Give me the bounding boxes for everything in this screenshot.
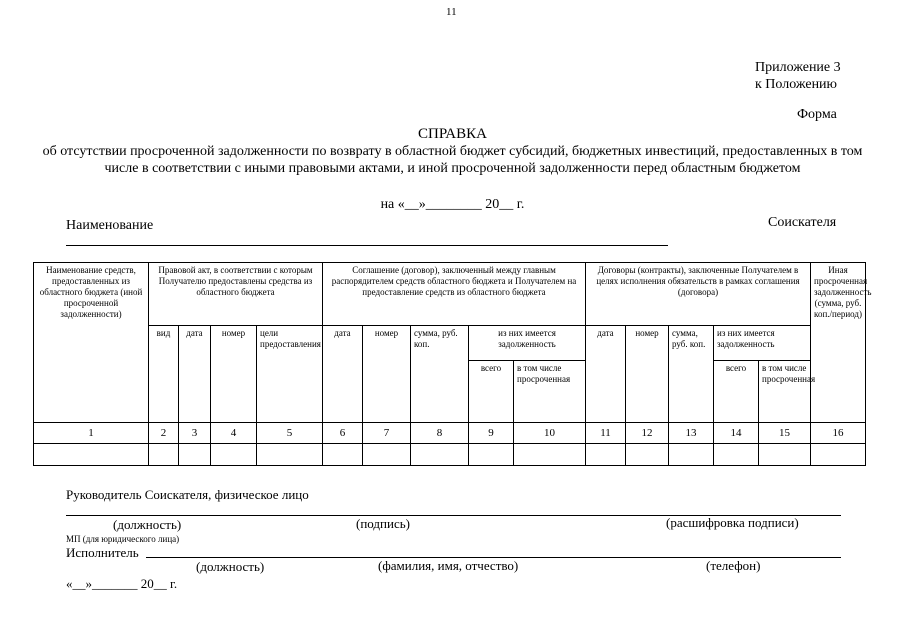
subheader-agreement-total: всего xyxy=(469,361,514,423)
table-cell[interactable] xyxy=(811,444,866,466)
table-cell[interactable] xyxy=(34,444,149,466)
column-number-row xyxy=(34,423,866,444)
subheader-agreement-overdue: в том числе просроченная xyxy=(514,361,586,423)
header-other-debt: Иная просроченная задолженность (сумма, руб. коп./период) xyxy=(811,263,866,423)
column-number: 10 xyxy=(514,423,586,444)
column-number: 13 xyxy=(669,423,714,444)
position-caption: (должность) xyxy=(113,517,182,532)
date-line: на «__»________ 20__ г. xyxy=(380,197,525,212)
phone-caption: (телефон) xyxy=(706,558,761,573)
table-cell[interactable] xyxy=(514,444,586,466)
name-label: Наименование xyxy=(66,218,154,233)
document-subtitle: об отсутствии просроченной задолженности по возврату в областной бюджет субсидий, бюджетных инвестиций, предоставленных в том числе в соответствии с иными правовыми актами, и иной просроченной задолженности перед областным бюджетом xyxy=(42,144,863,176)
table-cell[interactable] xyxy=(363,444,411,466)
debt-table xyxy=(33,262,872,466)
table-cell[interactable] xyxy=(759,444,811,466)
column-number: 8 xyxy=(411,423,469,444)
column-number: 5 xyxy=(257,423,323,444)
subheader-contract-overdue: в том числе просроченная xyxy=(759,361,811,423)
subheader-number: номер xyxy=(211,326,257,423)
appendix-note xyxy=(755,59,841,93)
column-number: 11 xyxy=(586,423,626,444)
column-number: 2 xyxy=(149,423,179,444)
decoding-caption: (расшифровка подписи) xyxy=(666,515,799,530)
column-number: 16 xyxy=(811,423,866,444)
column-number: 15 xyxy=(759,423,811,444)
applicant-label: Соискателя xyxy=(768,215,837,230)
subheader-agreement-sum: сумма, руб. коп. xyxy=(411,326,469,423)
table-cell[interactable] xyxy=(179,444,211,466)
column-number: 9 xyxy=(469,423,514,444)
subheader-contract-debt: из них имеется задолженность xyxy=(714,326,811,361)
table-cell[interactable] xyxy=(149,444,179,466)
column-number: 3 xyxy=(179,423,211,444)
head-label: Руководитель Соискателя, физическое лицо xyxy=(66,487,309,502)
subheader-type: вид xyxy=(149,326,179,423)
table-cell[interactable] xyxy=(323,444,363,466)
column-number: 6 xyxy=(323,423,363,444)
subheader-agreement-debt: из них имеется задолженность xyxy=(469,326,586,361)
form-label: Форма xyxy=(797,107,837,122)
table-cell[interactable] xyxy=(411,444,469,466)
executor-label: Исполнитель xyxy=(66,545,139,560)
document-title: СПРАВКА xyxy=(418,126,487,142)
subheader-date: дата xyxy=(179,326,211,423)
subheader-contract-date: дата xyxy=(586,326,626,423)
table-cell[interactable] xyxy=(211,444,257,466)
page-number: 11 xyxy=(446,6,457,18)
subheader-contract-total: всего xyxy=(714,361,759,423)
header-agreement: Соглашение (договор), заключенный между главным распорядителем средств областного бюджета и Получателем на предоставление средств из областного бюджета xyxy=(323,263,586,326)
subheader-purpose: цели предоставления xyxy=(257,326,323,423)
executor-position-caption: (должность) xyxy=(196,559,265,574)
column-number: 12 xyxy=(626,423,669,444)
table-cell[interactable] xyxy=(669,444,714,466)
table-cell[interactable] xyxy=(257,444,323,466)
header-legal-act: Правовой акт, в соответствии с которым Получателю предоставлены средства из областного бюджета xyxy=(149,263,323,326)
table-cell[interactable] xyxy=(469,444,514,466)
column-number: 7 xyxy=(363,423,411,444)
subheader-contract-number: номер xyxy=(626,326,669,423)
table-cell[interactable] xyxy=(626,444,669,466)
column-number: 1 xyxy=(34,423,149,444)
table-cell[interactable] xyxy=(714,444,759,466)
fio-caption: (фамилия, имя, отчество) xyxy=(378,558,519,573)
subheader-agreement-number: номер xyxy=(363,326,411,423)
header-funds-name: Наименование средств, предоставленных из областного бюджета (иной просроченной задолженности) xyxy=(34,263,149,423)
signature-caption: (подпись) xyxy=(356,516,410,531)
header-contracts: Договоры (контракты), заключенные Получателем в целях исполнения обязательств в рамках соглашения (договора) xyxy=(586,263,811,326)
name-underline xyxy=(66,245,668,246)
footer-date-line: «__»_______ 20__ г. xyxy=(66,576,178,591)
appendix-line-2: к Положению xyxy=(755,77,838,92)
subheader-agreement-date: дата xyxy=(323,326,363,423)
column-number: 4 xyxy=(211,423,257,444)
empty-data-row xyxy=(34,444,866,466)
table-cell[interactable] xyxy=(586,444,626,466)
appendix-line-1: Приложение 3 xyxy=(755,60,841,75)
stamp-note: МП (для юридического лица) xyxy=(66,534,180,544)
column-number: 14 xyxy=(714,423,759,444)
subheader-contract-sum: сумма, руб. коп. xyxy=(669,326,714,423)
